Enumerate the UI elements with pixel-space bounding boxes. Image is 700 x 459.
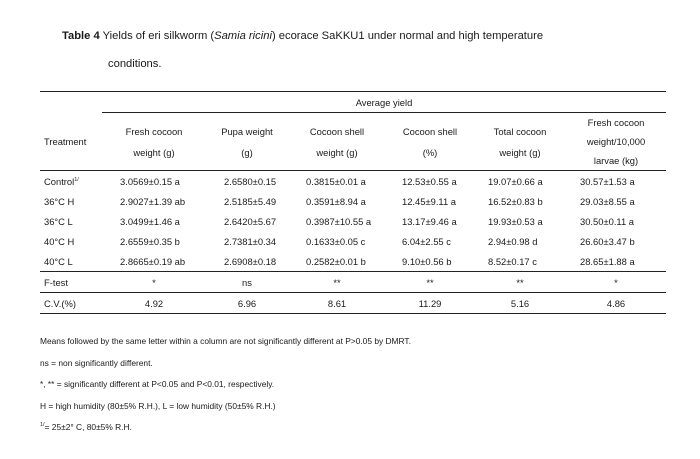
data-cell: 2.6580±0.15 <box>224 175 277 187</box>
data-cell: 2.6908±0.18 <box>206 251 288 272</box>
data-cell: 12.45±9.11 a <box>402 195 456 207</box>
cv-row <box>40 293 666 314</box>
header-line: weight (g) <box>316 146 358 158</box>
shell-percent-header <box>386 113 474 171</box>
data-cell: 16.52±0.83 b <box>488 195 543 207</box>
header-line: Fresh cocoon <box>587 117 645 128</box>
footnote-marker: 1/ <box>40 422 45 429</box>
ftest-cell: ** <box>474 272 566 293</box>
header-line: larvae (kg) <box>593 155 639 166</box>
data-cell: 2.94±0.98 d <box>488 235 538 247</box>
total-cocoon-header <box>474 113 566 171</box>
fresh-cocoon-header <box>102 113 206 171</box>
table-row <box>40 211 666 231</box>
cv-cell: 8.61 <box>288 293 386 314</box>
column-header-row <box>40 113 666 171</box>
table-caption <box>62 22 662 78</box>
pupa-weight-header <box>206 113 288 171</box>
data-cell: 29.03±8.55 a <box>580 195 635 207</box>
data-cell: 28.65±1.88 a <box>566 251 666 272</box>
data-cell: 0.2582±0.01 b <box>288 251 386 272</box>
header-line: Fresh cocoon <box>125 125 183 137</box>
cv-label: C.V.(%) <box>40 293 102 314</box>
header-line: Cocoon shell <box>402 125 458 137</box>
data-cell: 13.17±9.46 a <box>402 215 457 227</box>
species-name: Samia ricini <box>214 30 272 42</box>
header-line: Total cocoon <box>493 125 547 137</box>
data-cell: 30.57±1.53 a <box>580 175 635 187</box>
ftest-row <box>40 272 666 293</box>
footnote-line <box>40 417 680 439</box>
data-cell: 2.5185±5.49 <box>224 195 277 207</box>
treatment-cell: 36°C L <box>44 215 73 227</box>
data-cell: 3.0499±1.46 a <box>120 215 180 227</box>
caption-text-before: Yields of eri silkworm ( <box>102 30 215 42</box>
cv-cell: 6.96 <box>206 293 288 314</box>
treatment-header: Treatment <box>40 113 102 171</box>
treatment-cell: 40°C L <box>40 251 102 272</box>
table-row <box>40 171 666 192</box>
table-row <box>40 231 666 251</box>
data-cell: 2.7381±0.34 <box>224 235 277 247</box>
treatment-label: Control <box>44 175 75 187</box>
header-line: (g) <box>241 146 253 158</box>
ftest-cell: * <box>566 272 666 293</box>
data-cell: 12.53±0.55 a <box>402 175 457 187</box>
ftest-cell: ** <box>288 272 386 293</box>
data-cell: 2.8665±0.19 ab <box>102 251 206 272</box>
data-cell: 2.9027±1.39 ab <box>120 195 186 207</box>
data-cell: 2.6420±5.67 <box>224 215 277 227</box>
data-cell: 3.0569±0.15 a <box>120 175 180 187</box>
group-header-row <box>40 92 666 113</box>
data-cell: 0.3591±8.94 a <box>306 195 366 207</box>
data-cell: 8.52±0.17 c <box>474 251 566 272</box>
treatment-cell <box>40 171 102 192</box>
caption-text-after: ) ecorace SaKKU1 under normal and high temperature <box>271 30 544 42</box>
treatment-cell: 36°C H <box>44 195 75 207</box>
note-line: Means followed by the same letter within a column are not significantly different at P>0.05 by DMRT. <box>40 336 411 346</box>
ftest-label: F-test <box>40 272 102 293</box>
note-line: ns = non significantly different. <box>40 357 153 368</box>
cv-cell: 5.16 <box>474 293 566 314</box>
header-line: weight/10,000 <box>586 136 646 147</box>
header-line: Pupa weight <box>221 125 273 137</box>
header-line: (%) <box>422 146 438 158</box>
ftest-cell: * <box>102 272 206 293</box>
cv-cell: 4.86 <box>566 293 666 314</box>
treatment-cell: 40°C H <box>44 235 75 247</box>
ftest-cell: ** <box>386 272 474 293</box>
shell-weight-header <box>288 113 386 171</box>
data-cell: 9.10±0.56 b <box>386 251 474 272</box>
data-cell: 19.93±0.53 a <box>488 215 543 227</box>
header-line: weight (g) <box>133 146 175 158</box>
data-cell: 0.1633±0.05 c <box>306 235 366 247</box>
data-cell: 2.6559±0.35 b <box>120 235 180 247</box>
header-line: Cocoon shell <box>309 125 365 137</box>
cv-cell: 4.92 <box>102 293 206 314</box>
note-line: H = high humidity (80±5% R.H.), L = low humidity (50±5% R.H.) <box>40 400 276 411</box>
header-line: weight (g) <box>499 146 541 158</box>
per-larvae-header <box>566 113 666 171</box>
footnote-marker: 1/ <box>74 176 79 183</box>
yield-table <box>40 91 666 314</box>
data-cell: 6.04±2.55 c <box>402 235 451 247</box>
cv-cell: 11.29 <box>386 293 474 314</box>
table-row <box>40 251 666 272</box>
ftest-cell: ns <box>206 272 288 293</box>
footnote-text: = 25±2° C, 80±5% R.H. <box>44 422 132 433</box>
average-yield-header: Average yield <box>102 92 666 113</box>
table-row <box>40 191 666 211</box>
data-cell: 0.3815±0.01 a <box>306 175 366 187</box>
data-cell: 0.3987±10.55 a <box>306 215 372 227</box>
note-line: *, ** = significantly different at P<0.05 and P<0.01, respectively. <box>40 379 275 390</box>
caption-line-1 <box>62 22 662 50</box>
table-number: Table 4 <box>62 30 100 42</box>
caption-line-2: conditions. <box>108 58 162 70</box>
data-cell: 19.07±0.66 a <box>488 175 543 187</box>
data-cell: 30.50±0.11 a <box>580 215 634 227</box>
table-notes <box>40 331 680 439</box>
data-cell: 26.60±3.47 b <box>580 235 635 247</box>
